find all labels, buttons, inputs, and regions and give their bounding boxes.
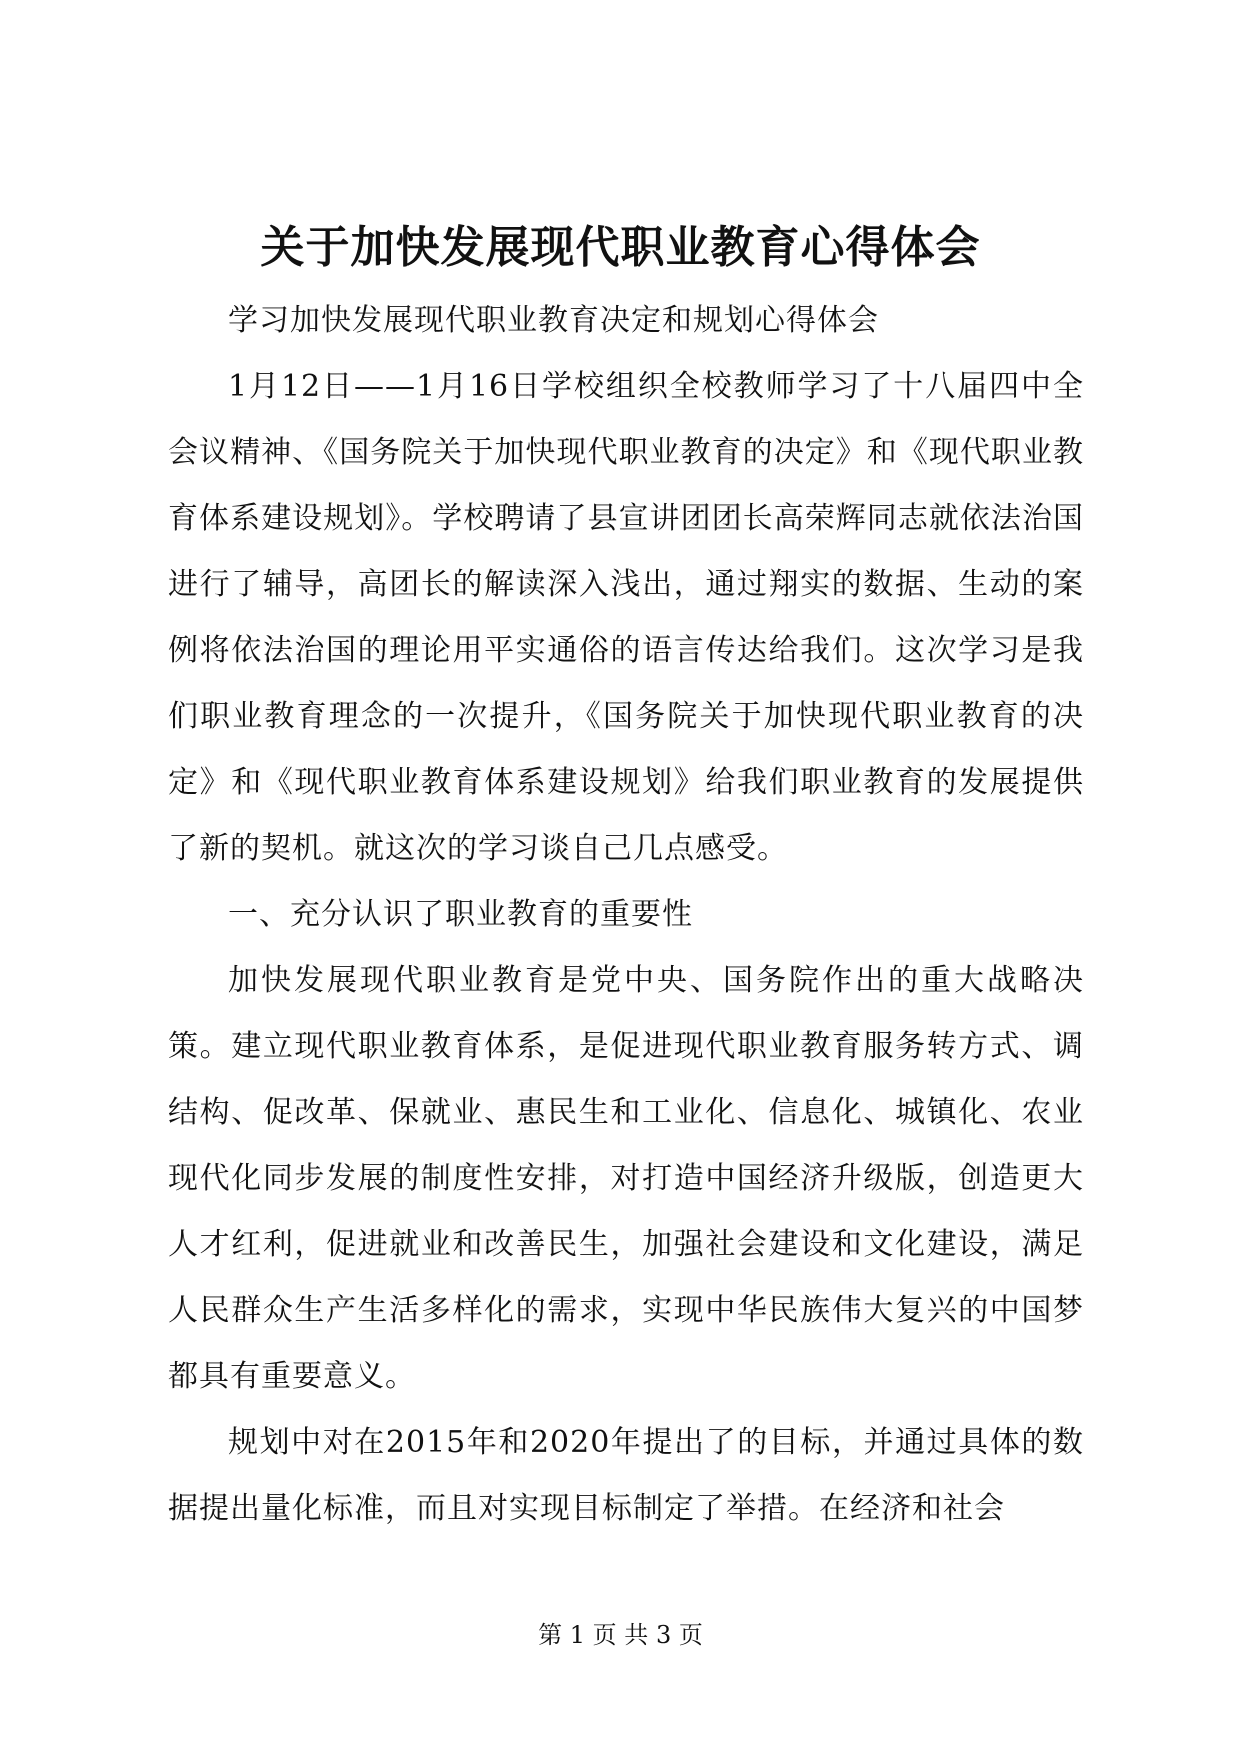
document-title: 关于加快发展现代职业教育心得体会 — [260, 222, 981, 273]
page-number-footer: 第 1 页 共 3 页 — [538, 1621, 703, 1649]
paragraph-subtitle: 学习加快发展现代职业教育决定和规划心得体会 — [228, 303, 879, 338]
paragraph-importance: 加快发展现代职业教育是党中央、国务院作出的重大战略决策。建立现代职业教育体系，是促进现代职业教育服务转方式、调结构、促改革、保就业、惠民生和工业化、信息化、城镇化、农业现代化同步发展的制度性安排，对打造中国经济升级版，创造更大人才红利，促进就业和改善民生，加强社会建设和文化建设，满足人民群众生产生活多样化的需求，实现中华民族伟大复兴的中国梦都具有重要意义。 — [168, 963, 1084, 1394]
section-heading-1: 一、充分认识了职业教育的重要性 — [228, 897, 693, 932]
paragraph-intro: 1月12日——1月16日学校组织全校教师学习了十八届四中全会议精神、《国务院关于加快现代职业教育的决定》和《现代职业教育体系建设规划》。学校聘请了县宣讲团团长高荣辉同志就依法治国进行了辅导，高团长的解读深入浅出，通过翔实的数据、生动的案例将依法治国的理论用平实通俗的语言传达给我们。这次学习是我们职业教育理念的一次提升，《国务院关于加快现代职业教育的决定》和《现代职业教育体系建设规划》给我们职业教育的发展提供了新的契机。就这次的学习谈自己几点感受。 — [168, 369, 1084, 866]
document-body — [168, 288, 1084, 1542]
paragraph-planning: 规划中对在2015年和2020年提出了的目标，并通过具体的数据提出量化标准，而且对实现目标制定了举措。在经济和社会 — [168, 1425, 1084, 1526]
